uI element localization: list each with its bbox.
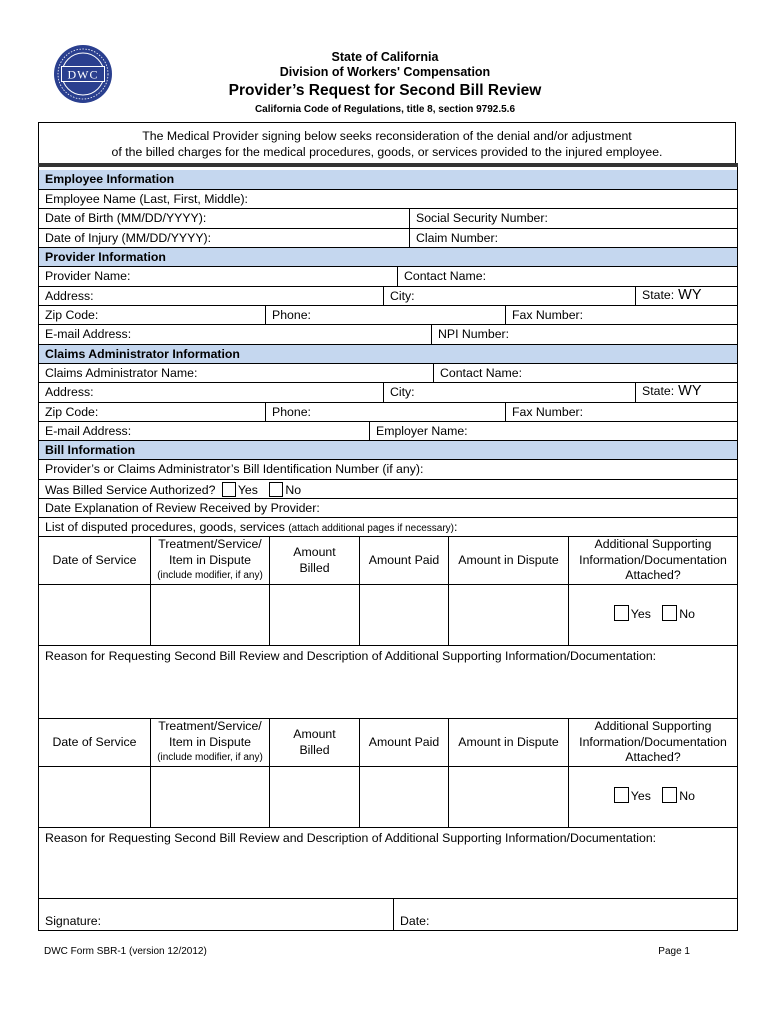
section-title: Bill Information [45, 443, 136, 457]
add-line-2: Information/Documentation [579, 552, 727, 567]
col-amount-billed [269, 537, 359, 584]
state-label: State: [642, 384, 675, 398]
col-amount-dispute: Amount in Dispute [448, 537, 568, 584]
section-title: Provider Information [45, 250, 166, 264]
provider-phone-field[interactable]: Phone: [265, 306, 505, 324]
state-value: WY [678, 383, 702, 399]
dob-field[interactable]: Date of Birth (MM/DD/YYYY): [45, 211, 207, 225]
signature-row [39, 898, 737, 931]
eor-date-field[interactable]: Date Explanation of Review Received by Provider: [45, 501, 320, 515]
additional-info-cell [568, 767, 737, 827]
disputed-list-label [39, 518, 737, 536]
employee-dob-row [39, 208, 737, 228]
authorized-row [39, 479, 737, 498]
claims-contact-field[interactable]: Contact Name: [433, 364, 737, 382]
intro-line-2: of the billed charges for the medical procedures, goods, or services provided to the injured employee. [111, 145, 663, 159]
provider-email-row [39, 324, 737, 344]
reason-2-row [39, 827, 737, 898]
add-line-2: Information/Documentation [579, 734, 727, 749]
provider-state-field[interactable] [635, 287, 737, 305]
provider-address-row [39, 286, 737, 305]
add-line-1: Additional Supporting [594, 537, 712, 552]
doi-field[interactable]: Date of Injury (MM/DD/YYYY): [45, 231, 212, 245]
ssn-field[interactable]: Social Security Number: [409, 209, 737, 228]
regulation-citation: California Code of Regulations, title 8, section 9792.5.6 [254, 104, 516, 115]
col-amount-paid: Amount Paid [359, 537, 448, 584]
logo-text: DWC [67, 67, 99, 82]
col-additional-info [568, 719, 737, 766]
dispute-table-2-row [39, 766, 737, 827]
add-line-3: Attached? [625, 750, 681, 765]
reason-1-field[interactable]: Reason for Requesting Second Bill Review and Description of Additional Supporting Information/Documentation: [45, 649, 657, 663]
form-header [0, 50, 770, 117]
form-title: Provider’s Request for Second Bill Review [228, 82, 542, 99]
treatment-note: (include modifier, if any) [157, 570, 263, 582]
provider-city-field[interactable]: City: [383, 287, 635, 305]
provider-zip-row [39, 305, 737, 324]
provider-zip-field[interactable]: Zip Code: [45, 308, 99, 322]
authorized-question [39, 480, 737, 498]
provider-name-row [39, 266, 737, 286]
amount-paid-cell[interactable] [359, 585, 448, 645]
treatment-note: (include modifier, if any) [157, 752, 263, 764]
treatment-line-2: Item in Dispute [168, 734, 251, 749]
section-title: Employee Information [45, 172, 175, 186]
amount-billed-cell[interactable] [269, 585, 359, 645]
section-employee [39, 170, 737, 189]
billed-line-1: Amount [293, 727, 336, 741]
employer-name-field[interactable]: Employer Name: [369, 422, 737, 440]
billed-line-1: Amount [293, 545, 336, 559]
employee-doi-row [39, 228, 737, 247]
billed-line-2: Billed [299, 742, 330, 757]
dispute-table-1-header [39, 536, 737, 584]
date-of-service-cell[interactable] [39, 767, 150, 827]
provider-contact-field[interactable]: Contact Name: [397, 267, 737, 286]
claims-address-row [39, 382, 737, 402]
billed-line-2: Billed [299, 560, 330, 575]
treatment-line-2: Item in Dispute [168, 552, 251, 567]
claims-email-field[interactable]: E-mail Address: [45, 424, 132, 438]
reason-2-field[interactable]: Reason for Requesting Second Bill Review and Description of Additional Supporting Information/Documentation: [45, 831, 657, 845]
col-amount-billed [269, 719, 359, 766]
employee-name-row [39, 189, 737, 208]
authorized-yes-checkbox[interactable] [222, 482, 236, 497]
col-treatment [150, 719, 269, 766]
col-amount-dispute: Amount in Dispute [448, 719, 568, 766]
section-bill [39, 440, 737, 459]
state-value: WY [678, 287, 702, 303]
list-colon: : [454, 520, 458, 534]
provider-email-field[interactable]: E-mail Address: [45, 327, 132, 341]
claims-city-field[interactable]: City: [383, 383, 635, 402]
employee-name-field[interactable]: Employee Name (Last, First, Middle): [45, 192, 248, 206]
claim-number-field[interactable]: Claim Number: [409, 229, 737, 247]
disputed-list-row [39, 517, 737, 536]
claims-phone-field[interactable]: Phone: [265, 403, 505, 421]
provider-fax-field[interactable]: Fax Number: [505, 306, 737, 324]
page-number: Page 1 [658, 946, 690, 957]
col-additional-info [568, 537, 737, 584]
amount-paid-cell[interactable] [359, 767, 448, 827]
attached-yes-label: Yes [630, 607, 651, 621]
claims-admin-name-field[interactable]: Claims Administrator Name: [45, 366, 198, 380]
col-date-of-service: Date of Service [52, 552, 137, 567]
additional-info-yes-no [614, 605, 695, 621]
section-title: Claims Administrator Information [45, 347, 240, 361]
claims-fax-field[interactable]: Fax Number: [505, 403, 737, 421]
list-note: (attach additional pages if necessary) [288, 523, 454, 534]
section-claims-admin [39, 344, 737, 363]
form-body [38, 167, 738, 931]
claims-zip-row [39, 402, 737, 421]
additional-info-yes-no [614, 787, 695, 803]
claims-zip-field[interactable]: Zip Code: [45, 405, 99, 419]
bill-id-field[interactable]: Provider’s or Claims Administrator’s Bill Identification Number (if any): [45, 462, 424, 476]
amount-dispute-cell[interactable] [448, 585, 568, 645]
list-label: List of disputed procedures, goods, services [45, 520, 285, 534]
bill-id-row [39, 459, 737, 479]
add-line-1: Additional Supporting [594, 719, 712, 734]
division-title: Division of Workers' Compensation [279, 65, 491, 79]
attached-no-checkbox[interactable] [662, 787, 677, 803]
authorized-yes-label: Yes [237, 483, 258, 497]
amount-dispute-cell[interactable] [448, 767, 568, 827]
treatment-cell[interactable] [150, 767, 269, 827]
attached-yes-checkbox[interactable] [614, 605, 629, 621]
claims-name-row [39, 363, 737, 382]
provider-name-field[interactable]: Provider Name: [45, 269, 131, 283]
intro-statement [38, 122, 736, 163]
form-number: DWC Form SBR-1 (version 12/2012) [44, 946, 207, 957]
claims-state-field[interactable] [635, 383, 737, 402]
dispute-table-2-header [39, 718, 737, 766]
additional-info-cell [568, 585, 737, 645]
claims-email-row [39, 421, 737, 440]
claims-address-field[interactable]: Address: [45, 385, 94, 399]
state-title: State of California [331, 50, 439, 64]
provider-address-field[interactable]: Address: [45, 289, 94, 303]
add-line-3: Attached? [625, 568, 681, 583]
col-amount-paid: Amount Paid [359, 719, 448, 766]
authorized-no-checkbox[interactable] [269, 482, 283, 497]
col-treatment [150, 537, 269, 584]
signature-field[interactable]: Signature: [45, 914, 102, 928]
section-provider [39, 247, 737, 266]
intro-line-1: The Medical Provider signing below seeks reconsideration of the denial and/or adjustment [142, 129, 632, 143]
col-date-of-service: Date of Service [52, 734, 137, 749]
npi-field[interactable]: NPI Number: [431, 325, 737, 344]
date-field[interactable]: Date: [393, 899, 737, 931]
attached-no-checkbox[interactable] [662, 605, 677, 621]
reason-1-row [39, 645, 737, 718]
treatment-cell[interactable] [150, 585, 269, 645]
date-of-service-cell[interactable] [39, 585, 150, 645]
dispute-table-1-row [39, 584, 737, 645]
attached-no-label: No [679, 789, 695, 803]
attached-no-label: No [679, 607, 695, 621]
state-label: State: [642, 288, 675, 302]
amount-billed-cell[interactable] [269, 767, 359, 827]
authorized-label: Was Billed Service Authorized? [45, 483, 216, 497]
attached-yes-checkbox[interactable] [614, 787, 629, 803]
authorized-no-label: No [285, 483, 302, 497]
attached-yes-label: Yes [630, 789, 651, 803]
treatment-line-1: Treatment/Service/ [158, 719, 262, 734]
treatment-line-1: Treatment/Service/ [158, 537, 262, 552]
eor-date-row [39, 498, 737, 517]
